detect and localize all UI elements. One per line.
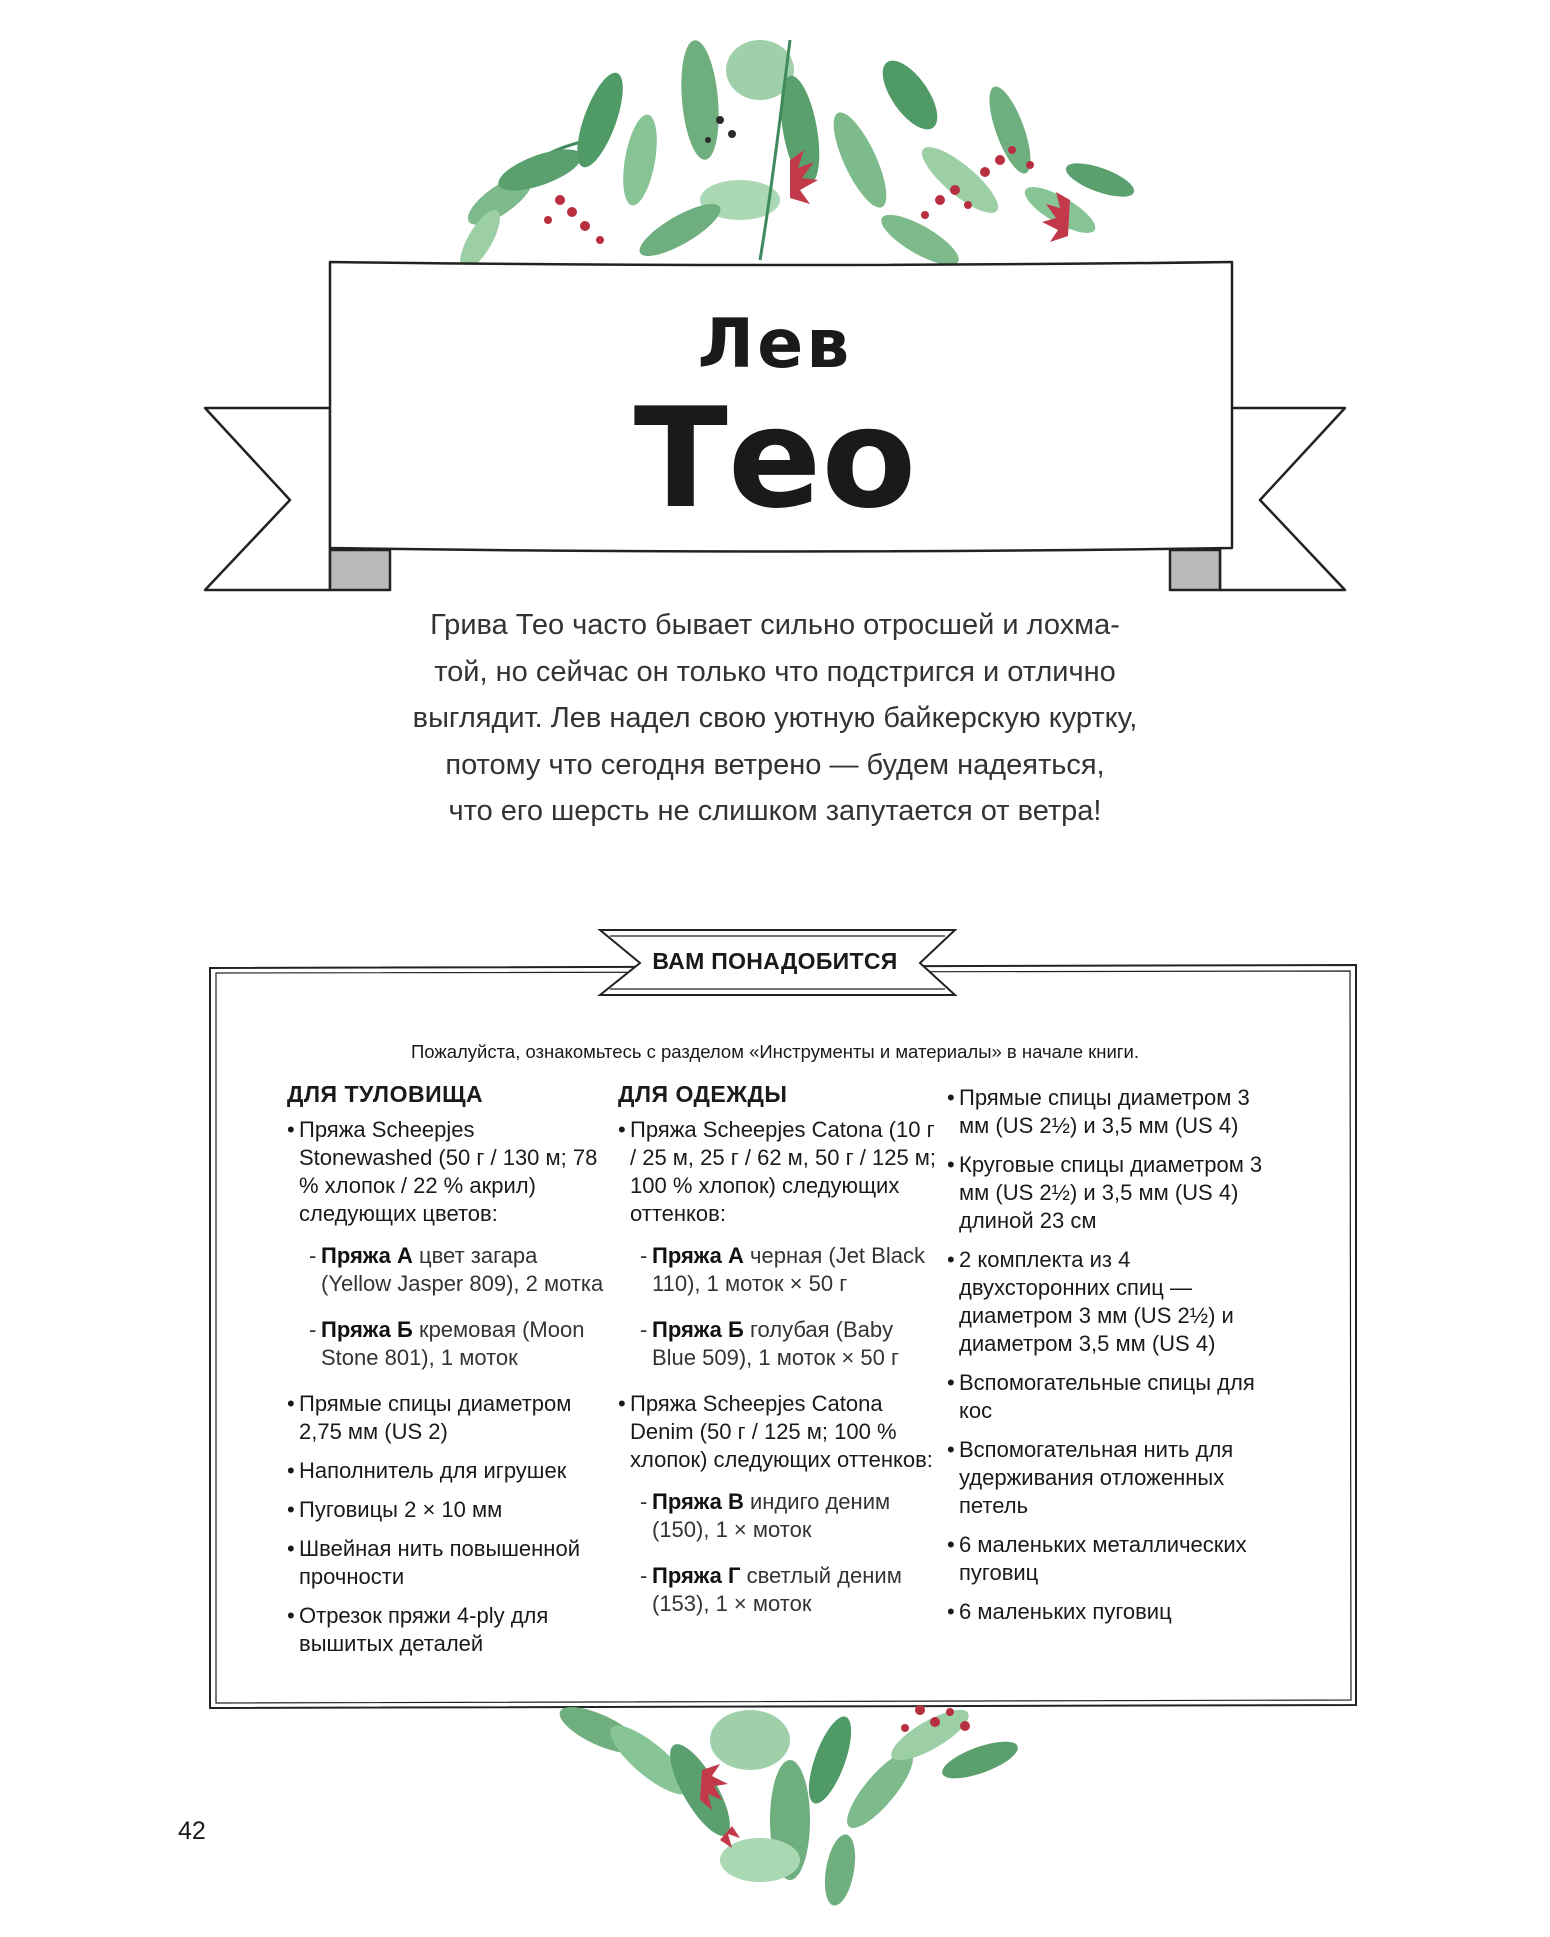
sub-item — [628, 1488, 938, 1544]
sub-item — [628, 1242, 938, 1298]
materials-note: Пожалуйста, ознакомьтесь с разделом «Инструменты и материалы» в начале книги. — [410, 1041, 1140, 1062]
list-item: • Вспомогательная нить для удерживания отложенных петель — [947, 1436, 1277, 1520]
title-character-name: Тео — [633, 378, 917, 539]
sub-item — [628, 1562, 938, 1618]
list-item: • Наполнитель для игрушек — [287, 1457, 607, 1485]
list-item: • Пряжа Scheepjes Catona Denim (50 г / 125 м; 100 % хлопок) следующих оттенков: — [618, 1390, 938, 1474]
list-item: • 6 маленьких металлических пуговиц — [947, 1531, 1277, 1587]
intro-line: той, но сейчас он только что подстригся и отлично — [434, 655, 1116, 688]
list-item: • 6 маленьких пуговиц — [947, 1598, 1277, 1626]
yarn-desc: светлый деним (153), 1 × моток — [652, 1563, 902, 1616]
sub-item — [628, 1316, 938, 1372]
yarn-label: Пряжа Б — [321, 1317, 413, 1342]
yarn-desc: кремовая (Moon Stone 801), 1 моток — [321, 1317, 585, 1370]
sub-item — [297, 1316, 607, 1372]
yarn-label: Пряжа Г — [652, 1563, 741, 1588]
list-item: • Отрезок пряжи 4-ply для вышитых деталей — [287, 1602, 607, 1658]
list-item: • 2 комплекта из 4 двухсторонних спиц — диаметром 3 мм (US 2½) и диаметром 3,5 мм (US 4) — [947, 1246, 1277, 1358]
list-item: • Вспомогательные спицы для кос — [947, 1369, 1277, 1425]
materials-heading: ВАМ ПОНАДОБИТСЯ — [652, 948, 898, 974]
foliage-top-illustration — [453, 39, 1138, 290]
intro-line: выглядит. Лев надел свою уютную байкерскую куртку, — [412, 702, 1138, 734]
yarn-label: Пряжа Б — [652, 1317, 744, 1342]
yarn-desc: голубая (Baby Blue 509), 1 моток × 50 г — [652, 1317, 899, 1370]
list-item: • Круговые спицы диаметром 3 мм (US 2½) и 3,5 мм (US 4) длиной 23 см — [947, 1151, 1277, 1235]
column-heading: ДЛЯ ТУЛОВИЩА — [287, 1081, 484, 1107]
materials-column-tools — [947, 1084, 1277, 1637]
yarn-label: Пряжа В — [652, 1489, 744, 1514]
intro-line: что его шерсть не слишком запутается от ветра! — [448, 795, 1102, 827]
title-species: Лев — [697, 305, 853, 384]
list-item: • Пуговицы 2 × 10 мм — [287, 1496, 607, 1524]
column-heading: ДЛЯ ОДЕЖДЫ — [618, 1081, 788, 1107]
yarn-desc: индиго деним (150), 1 × моток — [652, 1489, 891, 1542]
yarn-label: Пряжа А — [652, 1243, 744, 1268]
list-item: • Прямые спицы диаметром 3 мм (US 2½) и 3,5 мм (US 4) — [947, 1084, 1277, 1140]
intro-line: Грива Тео часто бывает сильно отросшей и лохма- — [430, 609, 1120, 641]
intro-paragraph — [380, 602, 1170, 835]
list-item: • Швейная нить повышенной прочности — [287, 1535, 607, 1591]
foliage-bottom-illustration — [554, 1698, 1022, 1908]
list-item: • Пряжа Scheepjes Stonewashed (50 г / 130 м; 78 % хлопок / 22 % акрил) следующих цветов: — [287, 1116, 607, 1228]
yarn-desc: цвет загара (Yellow Jasper 809), 2 мотка — [321, 1243, 604, 1296]
materials-column-clothes — [618, 1080, 938, 1636]
list-item: • Пряжа Scheepjes Catona (10 г / 25 м, 25 г / 62 м, 50 г / 125 м; 100 % хлопок) следующих оттенков: — [618, 1116, 938, 1228]
intro-line: потому что сегодня ветрено — будем надеяться, — [445, 748, 1105, 781]
list-item: • Прямые спицы диаметром 2,75 мм (US 2) — [287, 1390, 607, 1446]
yarn-desc: черная (Jet Black 110), 1 моток × 50 г — [652, 1243, 925, 1296]
page-number: 42 — [178, 1817, 206, 1845]
yarn-label: Пряжа А — [321, 1243, 413, 1268]
sub-item — [297, 1242, 607, 1298]
materials-column-body — [287, 1080, 607, 1669]
